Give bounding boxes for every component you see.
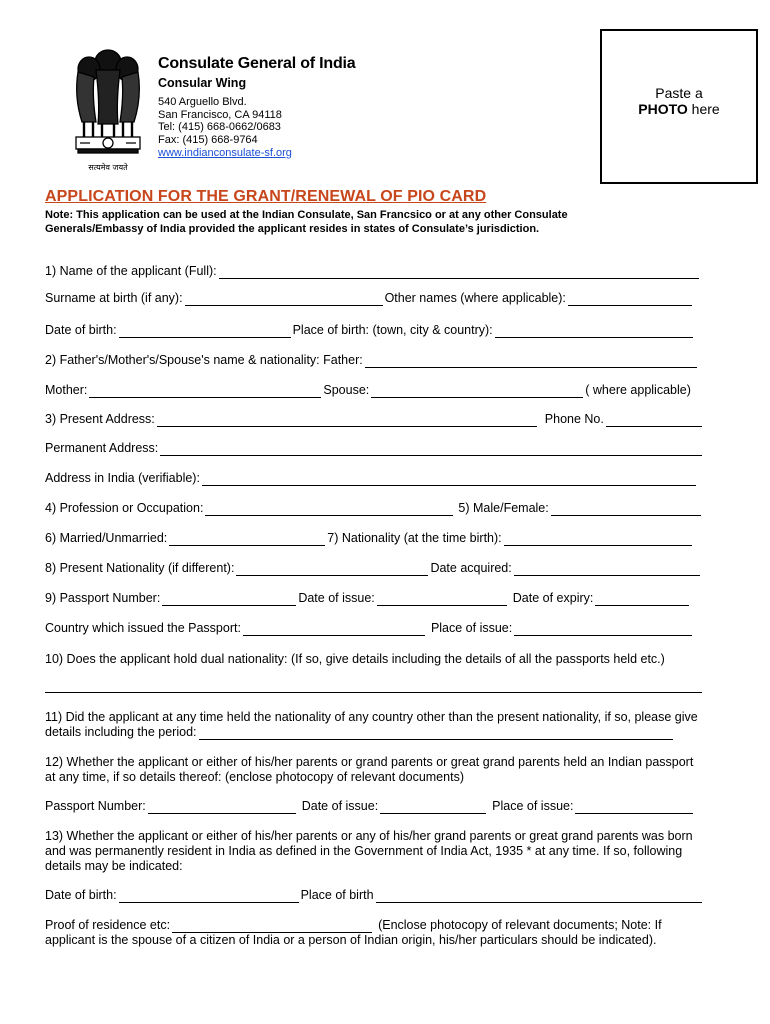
row-birth — [45, 323, 695, 338]
proof-note: (Enclose photocopy of relevant documents; Note: If — [378, 918, 662, 932]
label-marital: 6) Married/Unmarried: — [45, 531, 168, 545]
date-issue-field[interactable] — [377, 592, 507, 606]
photo-bold: PHOTO — [638, 101, 688, 117]
proof-field[interactable] — [172, 919, 372, 933]
label-place-issue: Place of issue: — [430, 621, 513, 635]
dob-2-field[interactable] — [119, 889, 299, 903]
label-mother: Mother: — [45, 383, 88, 397]
row-q13-birth — [45, 888, 704, 903]
india-address-field[interactable] — [202, 472, 696, 486]
q11-answer-field[interactable] — [199, 726, 673, 740]
label-other-names: Other names (where applicable): — [384, 291, 566, 305]
photo-line1: Paste a — [655, 85, 703, 101]
present-nationality-field[interactable] — [236, 562, 428, 576]
spouse-field[interactable] — [371, 384, 583, 398]
spouse-note: applicant is the spouse of a citizen of India or a person of Indian origin, his/her particulars should be indicated). — [45, 933, 657, 947]
row-father — [45, 353, 699, 368]
label-father: 2) Father's/Mother's/Spouse's name & nationality: Father: — [45, 353, 363, 367]
label-passport-number: 9) Passport Number: — [45, 591, 161, 605]
photo-box — [600, 29, 758, 184]
label-date-issue: Date of issue: — [298, 591, 375, 605]
label-gender: 5) Male/Female: — [458, 501, 549, 515]
consular-wing: Consular Wing — [158, 76, 247, 90]
note-line2: Generals/Embassy of India provided the applicant resides in states of Consulate’s jurisdiction. — [45, 223, 540, 235]
date-issue-2-field[interactable] — [380, 800, 486, 814]
q12-line1: 12) Whether the applicant or either of his/her parents or grand parents or great grand parents held an Indian passport — [45, 755, 694, 769]
passport-number-field[interactable] — [162, 592, 296, 606]
q11-line1: 11) Did the applicant at any time held the nationality of any country other than the present nationality, if so, please give — [45, 710, 698, 724]
fax: Fax: (415) 668-9764 — [158, 134, 258, 146]
row-present-address — [45, 412, 704, 427]
date-expiry-field[interactable] — [595, 592, 689, 606]
label-india-address: Address in India (verifiable): — [45, 471, 200, 485]
label-phone: Phone No. — [544, 412, 604, 426]
row-country-issued — [45, 621, 694, 636]
label-passport-number-2: Passport Number: — [45, 799, 146, 813]
q13-line3: details may be indicated: — [45, 859, 183, 873]
label-country-issued: Country which issued the Passport: — [45, 621, 241, 635]
row-profession — [45, 501, 703, 516]
q13-line1: 13) Whether the applicant or either of his/her parents or any of his/her grand parents or great grand parents was born — [45, 829, 693, 843]
full-name-field[interactable] — [219, 265, 699, 279]
label-date-expiry: Date of expiry: — [512, 591, 594, 605]
emblem-motto: सत्यमेव जयते — [88, 163, 128, 172]
address-line2: San Francisco, CA 94118 — [158, 109, 282, 121]
label-date-issue-2: Date of issue: — [301, 799, 379, 813]
label-profession: 4) Profession or Occupation: — [45, 501, 204, 515]
label-permanent-address: Permanent Address: — [45, 441, 159, 455]
label-where-applicable: ( where applicable) — [585, 383, 691, 397]
pob-field[interactable] — [495, 324, 693, 338]
ashoka-emblem-icon — [66, 42, 150, 177]
father-field[interactable] — [365, 354, 697, 368]
row-proof — [45, 918, 662, 933]
website-link[interactable]: www.indianconsulate-sf.org — [158, 147, 292, 159]
tel: Tel: (415) 668-0662/0683 — [158, 121, 281, 133]
label-spouse: Spouse: — [323, 383, 370, 397]
row-present-nationality — [45, 561, 702, 576]
label-birth-nationality: 7) Nationality (at the time birth): — [327, 531, 502, 545]
phone-field[interactable] — [606, 413, 702, 427]
row-india-address — [45, 471, 698, 486]
birth-nationality-field[interactable] — [504, 532, 692, 546]
permanent-address-field[interactable] — [160, 442, 702, 456]
present-address-field[interactable] — [157, 413, 537, 427]
label-present-address: 3) Present Address: — [45, 412, 155, 426]
q10-text: 10) Does the applicant hold dual nationality: (If so, give details including the details of all the passports held etc.) — [45, 652, 665, 666]
mother-field[interactable] — [89, 384, 321, 398]
label-date-acquired: Date acquired: — [430, 561, 512, 575]
row-q12-passport — [45, 799, 695, 814]
row-passport — [45, 591, 691, 606]
profession-field[interactable] — [205, 502, 453, 516]
consulate-title: Consulate General of India — [158, 55, 356, 72]
photo-line2 — [602, 101, 756, 117]
label-dob: Date of birth: — [45, 323, 117, 337]
photo-rest: here — [687, 101, 720, 117]
label-present-nationality: 8) Present Nationality (if different): — [45, 561, 235, 575]
row-name — [45, 264, 701, 279]
country-issued-field[interactable] — [243, 622, 425, 636]
label-pob-2: Place of birth — [300, 888, 374, 902]
place-issue-2-field[interactable] — [575, 800, 693, 814]
q12-line2: at any time, if so details thereof: (enclose photocopy of relevant documents) — [45, 770, 464, 784]
passport-number-2-field[interactable] — [148, 800, 296, 814]
row-marital — [45, 531, 694, 546]
row-surname — [45, 291, 694, 306]
row-mother-spouse — [45, 383, 691, 398]
q11-line2: details including the period: — [45, 725, 197, 739]
date-acquired-field[interactable] — [514, 562, 700, 576]
gender-field[interactable] — [551, 502, 701, 516]
address-line1: 540 Arguello Blvd. — [158, 96, 247, 108]
form-title: APPLICATION FOR THE GRANT/RENEWAL OF PIO CARD — [45, 188, 487, 205]
label-full-name: 1) Name of the applicant (Full): — [45, 264, 217, 278]
label-surname: Surname at birth (if any): — [45, 291, 183, 305]
note-line1: Note: This application can be used at the Indian Consulate, San Francsico or at any other Consulate — [45, 209, 568, 221]
label-dob-2: Date of birth: — [45, 888, 117, 902]
label-place-issue-2: Place of issue: — [492, 799, 574, 813]
q10-answer-line[interactable] — [45, 692, 702, 693]
surname-field[interactable] — [185, 292, 383, 306]
row-q11-line2 — [45, 725, 675, 740]
q13-line2: and was permanently resident in India as defined in the Government of India Act, 1935 * at any time. If so, following — [45, 844, 683, 858]
pob-2-field[interactable] — [376, 889, 702, 903]
place-issue-field[interactable] — [514, 622, 692, 636]
label-proof: Proof of residence etc: — [45, 918, 171, 932]
dob-field[interactable] — [119, 324, 291, 338]
marital-field[interactable] — [169, 532, 325, 546]
label-pob: Place of birth: (town, city & country): — [292, 323, 493, 337]
other-names-field[interactable] — [568, 292, 692, 306]
row-permanent-address — [45, 441, 704, 456]
